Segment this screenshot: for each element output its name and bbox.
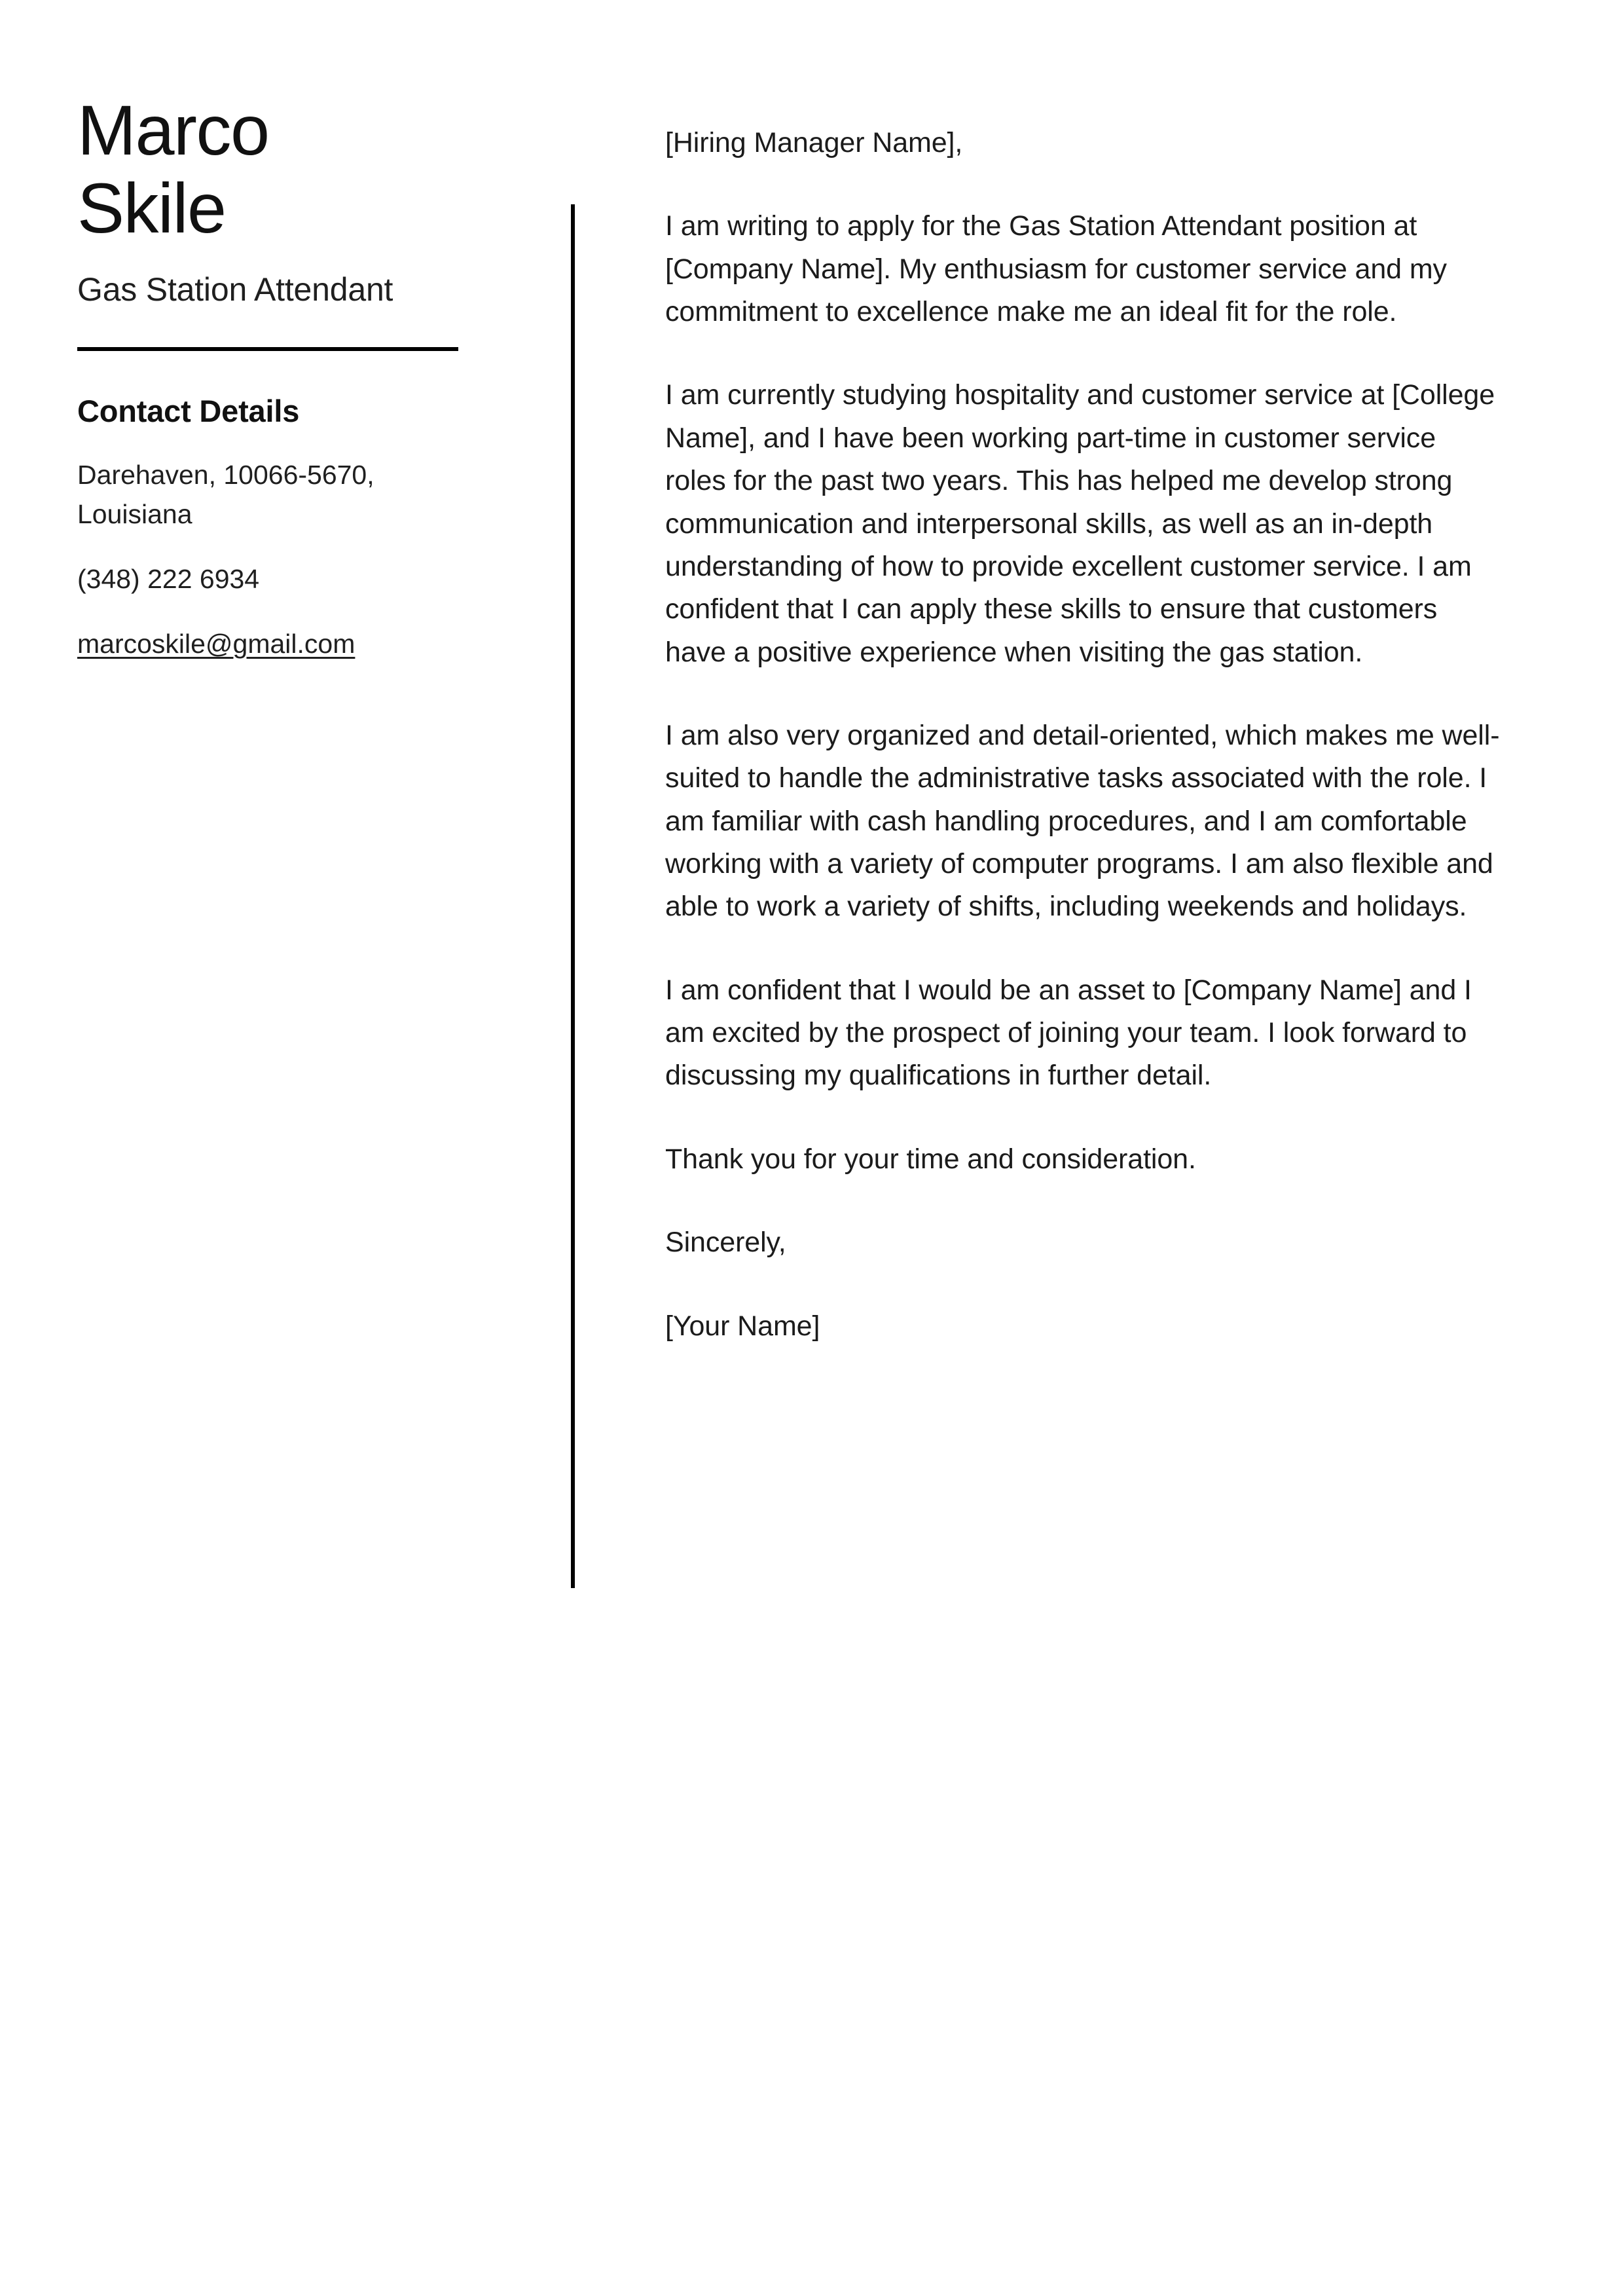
letter-paragraph: I am confident that I would be an asset to [Company Name] and I am excited by the prospect of joining your team. I look forward to discussing my qualifications in further detail. <box>665 974 1472 1092</box>
letter-paragraph: I am writing to apply for the Gas Station Attendant position at [Company Name]. My enthusiasm for customer service and my commitment to excellence make me an ideal fit for the role. <box>665 210 1447 328</box>
sidebar <box>77 0 470 663</box>
last-name: Skile <box>77 168 226 248</box>
letter-closing: Sincerely, <box>665 1227 786 1259</box>
contact-address: Darehaven, 10066-5670, Louisiana <box>77 459 374 530</box>
letter-signature: [Your Name] <box>665 1310 820 1342</box>
letter-thanks: Thank you for your time and consideration. <box>665 1143 1196 1175</box>
letter-paragraph: I am currently studying hospitality and customer service at [College Name], and I have been working part-time in customer service roles for the past two years. This has helped me develop strong communication and interpersonal skills, as well as an in-depth understanding of how to provide excellent customer service. I am confident that I can apply these skills to ensure that customers have a positive experience when visiting the gas station. <box>665 379 1495 668</box>
vertical-divider <box>571 204 575 1588</box>
letter-body <box>665 122 1503 1348</box>
letter-paragraph: I am also very organized and detail-oriented, which makes me well-suited to handle the administrative tasks associated with the role. I am familiar with cash handling procedures, and I am comfortable working with a variety of computer programs. I am also flexible and able to work a variety of shifts, including weekends and holidays. <box>665 719 1500 923</box>
header-divider-rule <box>77 347 458 351</box>
name-block <box>77 0 470 248</box>
contact-list <box>77 455 470 664</box>
first-name: Marco <box>77 90 269 170</box>
job-title: Gas Station Attendant <box>77 270 393 308</box>
contact-details-heading: Contact Details <box>77 393 300 428</box>
contact-email[interactable]: marcoskile@gmail.com <box>77 628 356 659</box>
letter-salutation: [Hiring Manager Name], <box>665 127 963 158</box>
contact-phone[interactable]: (348) 222 6934 <box>77 563 260 594</box>
